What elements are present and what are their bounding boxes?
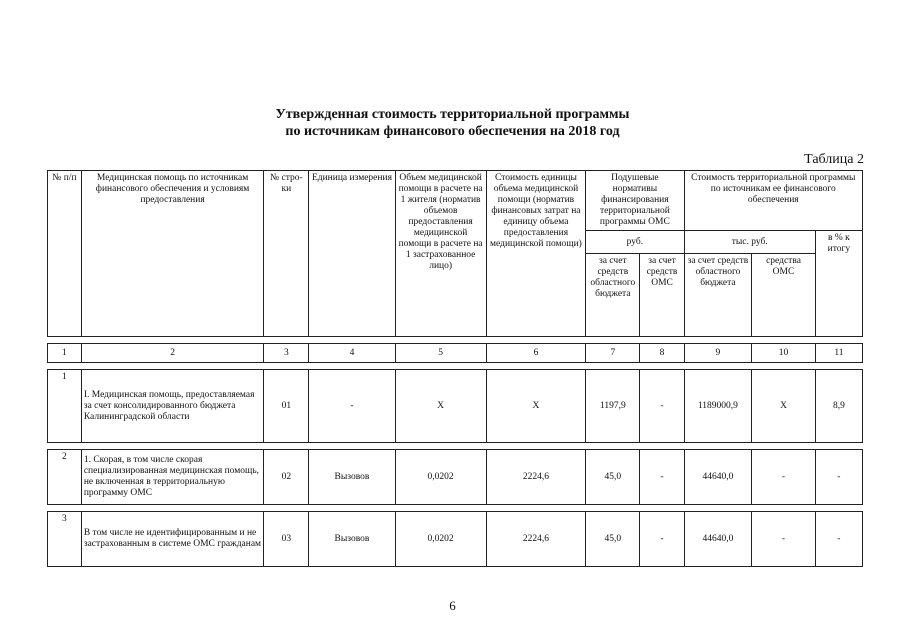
row-care: I. Медицинская помощь, предоставляемая за счет консолидированного бюджета Калининградской области [81,370,263,443]
row-line-no: 02 [264,450,309,505]
header-volume: Объем медицинской помощи в расчете на 1 жителя (норматив объемов предоставления медицинской помощи в расчете на 1 застрахованное лицо) [395,171,486,337]
row-care: 1. Скорая, в том числе скорая специализированная медицинская помощь, не включенная в территориальную программу ОМС [81,450,263,505]
row-line-no: 01 [264,370,309,443]
header-rub: руб. [586,231,684,254]
header-thous-rub: тыс. руб. [684,231,815,254]
spacer-row [48,505,863,512]
spacer-row [48,337,863,344]
col-number: 11 [815,344,862,363]
row-volume: 0,0202 [395,512,486,567]
header-program-cost: Стоимость территориальной программы по источникам ее финансового обеспечения [684,171,862,231]
row-num: 1 [48,370,82,443]
cost-table [47,170,863,567]
row-per-capita-budget: 45,0 [586,512,640,567]
row-num: 2 [48,450,82,505]
row-pct: - [815,512,862,567]
header-regional-budget: за счет средств областного бюджета [586,254,640,337]
col-number: 1 [48,344,82,363]
spacer-row [48,443,863,450]
row-per-capita-budget: 45,0 [586,450,640,505]
col-number: 6 [486,344,585,363]
row-care: В том числе не идентифицированным и не застрахованным в системе ОМС гражданам [81,512,263,567]
col-number: 10 [752,344,816,363]
row-cost-budget: 44640,0 [684,450,752,505]
row-per-capita-budget: 1197,9 [586,370,640,443]
row-per-capita-oms: - [640,450,684,505]
header-row-no: № стро-ки [264,171,309,337]
title-line-1: Утвержденная стоимость территориальной программы [275,107,630,122]
row-volume: 0,0202 [395,450,486,505]
col-number: 9 [684,344,752,363]
col-number: 3 [264,344,309,363]
header-oms-funds: за счет средств ОМС [640,254,684,337]
row-pct: 8,9 [815,370,862,443]
col-number: 8 [640,344,684,363]
row-per-capita-oms: - [640,512,684,567]
col-number: 4 [309,344,395,363]
document-title [0,106,905,140]
table-row [48,370,863,443]
col-number: 2 [81,344,263,363]
row-unit: - [309,370,395,443]
row-cost: 2224,6 [486,450,585,505]
column-numbers-row [48,344,863,363]
row-pct: - [815,450,862,505]
header-per-capita: Подушевые нормативы финансирования территориальной программы ОМС [586,171,684,231]
row-cost-budget: 1189000,9 [684,370,752,443]
spacer-cell [48,363,863,370]
header-pct: в % к итогу [815,231,862,337]
row-cost: 2224,6 [486,512,585,567]
row-line-no: 03 [264,512,309,567]
row-cost-oms: Х [752,370,816,443]
spacer-row [48,363,863,370]
header-unit: Единица измерения [309,171,395,337]
row-unit: Вызовов [309,450,395,505]
row-cost-oms: - [752,450,816,505]
table-row [48,450,863,505]
title-line-2: по источникам финансового обеспечения на 2018 год [285,124,620,139]
col-number: 7 [586,344,640,363]
col-number: 5 [395,344,486,363]
row-cost-oms: - [752,512,816,567]
row-unit: Вызовов [309,512,395,567]
header-care: Медицинская помощь по источникам финансового обеспечения и условиям предоставления [81,171,263,337]
table-row [48,512,863,567]
header-cost: Стоимость единицы объема медицинской помощи (норматив финансовых затрат на единицу объема предоставления медицинской помощи) [486,171,585,337]
header-regional-budget-2: за счет средств областного бюджета [684,254,752,337]
header-num: № п/п [48,171,82,337]
header-oms-funds-2: средства ОМС [752,254,816,337]
page-number: 6 [449,598,456,613]
spacer-cell [48,443,863,450]
row-cost: Х [486,370,585,443]
spacer-cell [48,337,863,344]
row-cost-budget: 44640,0 [684,512,752,567]
table-label: Таблица 2 [804,152,864,167]
row-num: 3 [48,512,82,567]
spacer-cell [48,505,863,512]
header-row-1 [48,171,863,231]
row-volume: Х [395,370,486,443]
row-per-capita-oms: - [640,370,684,443]
